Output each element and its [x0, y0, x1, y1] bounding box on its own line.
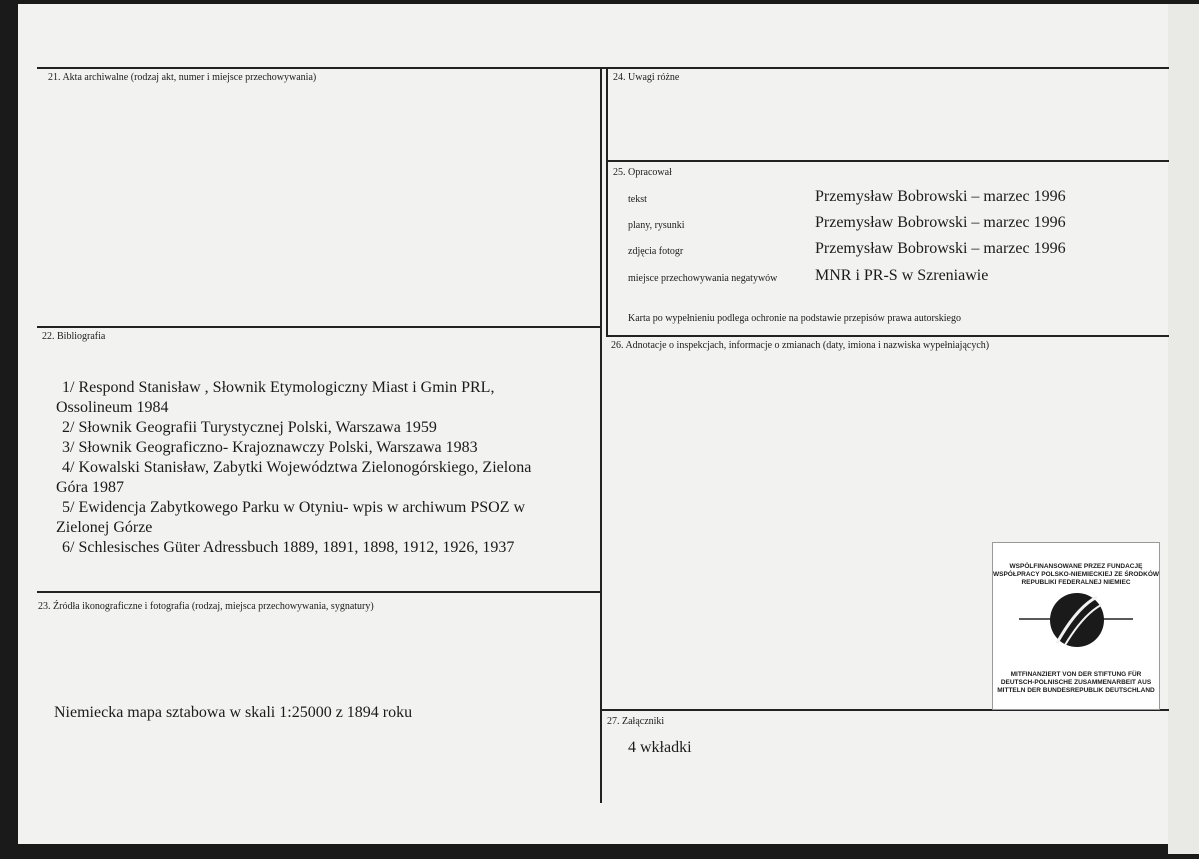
section-23-label: 23. Źródła ikonograficzne i fotografia (rodzaj, miejsca przechowywania, sygnatury): [38, 601, 374, 612]
section-26-label: 26. Adnotacje o inspekcjach, informacje o zmianach (daty, imiona i nazwiska wypełniających): [611, 340, 990, 351]
foundation-emblem-icon: [993, 587, 1159, 659]
row-label: miejsce przechowywania negatywów: [628, 273, 778, 284]
bibliography-list: [56, 378, 556, 558]
row-value: MNR i PR-S w Szreniawie: [815, 267, 989, 284]
divider: [606, 335, 1169, 337]
row-label: zdjęcia fotogr: [628, 246, 684, 257]
section-25-label: 25. Opracował: [613, 167, 672, 178]
paper-edge: [1168, 4, 1199, 854]
list-item: 3/ Słownik Geograficzno- Krajoznawczy Polski, Warszawa 1983: [62, 439, 478, 456]
row-value: Przemysław Bobrowski – marzec 1996: [815, 240, 1066, 257]
list-item: 5/ Ewidencja Zabytkowego Parku w Otyniu- wpis w archiwum PSOZ w Zielonej Górze: [56, 499, 526, 536]
section-24-label: 24. Uwagi różne: [613, 72, 680, 83]
section-23-value: Niemiecka mapa sztabowa w skali 1:25000 z 1894 roku: [54, 704, 413, 721]
row-label: tekst: [628, 194, 647, 205]
list-item: 2/ Słownik Geografii Turystycznej Polski, Warszawa 1959: [62, 419, 437, 436]
copyright-note: Karta po wypełnieniu podlega ochronie na podstawie przepisów prawa autorskiego: [628, 313, 961, 324]
foundation-logo: [992, 542, 1160, 710]
logo-text-bottom: MITFINANZIERT VON DER STIFTUNG FÜR DEUTSCH-POLNISCHE ZUSAMMENARBEIT AUS MITTELN DER BUNDESREPUBLIK DEUTSCHLAND: [997, 671, 1155, 694]
section-27-label: 27. Załączniki: [607, 716, 665, 727]
logo-text-top: WSPÓLFINANSOWANE PRZEZ FUNDACJĘ WSPÓŁPRACY POLSKO-NIEMIECKIEJ ZE ŚRODKÓW REPUBLIKI FEDERALNEJ NIEMIEC: [993, 563, 1160, 586]
list-item: 1/ Respond Stanisław , Słownik Etymologiczny Miast i Gmin PRL, Ossolineum 1984: [56, 379, 495, 416]
divider: [606, 67, 608, 337]
divider: [606, 160, 1169, 162]
section-21-label: 21. Akta archiwalne (rodzaj akt, numer i miejsce przechowywania): [48, 72, 317, 83]
divider: [37, 67, 1169, 69]
divider: [37, 326, 600, 328]
row-value: Przemysław Bobrowski – marzec 1996: [815, 188, 1066, 205]
list-item: 6/ Schlesisches Güter Adressbuch 1889, 1891, 1898, 1912, 1926, 1937: [62, 539, 515, 556]
row-value: Przemysław Bobrowski – marzec 1996: [815, 214, 1066, 231]
divider: [600, 67, 602, 803]
divider: [37, 591, 602, 593]
list-item: 4/ Kowalski Stanisław, Zabytki Województwa Zielonogórskiego, Zielona Góra 1987: [56, 459, 532, 496]
section-27-value: 4 wkładki: [628, 739, 692, 756]
section-22-label: 22. Bibliografia: [42, 331, 106, 342]
row-label: plany, rysunki: [628, 220, 685, 231]
